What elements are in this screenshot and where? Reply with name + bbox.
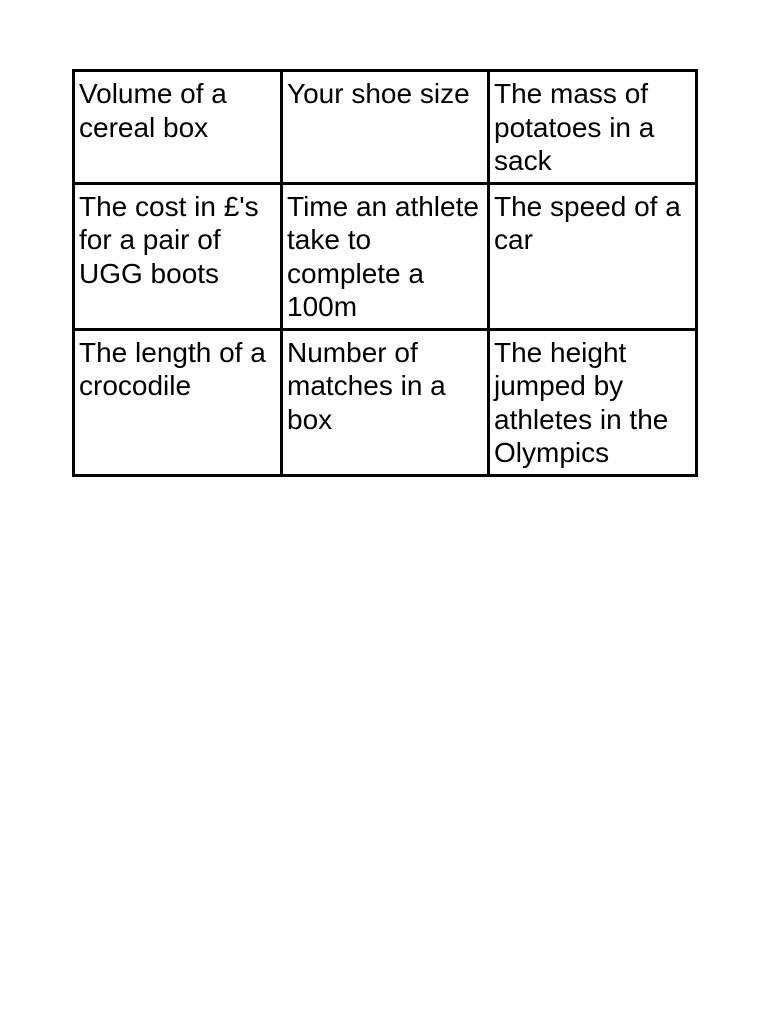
table-row [74,71,697,184]
table-cell: The height jumped by athletes in the Olympics [489,329,697,475]
table-cell: The mass of potatoes in a sack [489,71,697,184]
card-table [72,69,698,477]
table-cell: The speed of a car [489,183,697,329]
table-cell: The length of a crocodile [74,329,282,475]
table-cell: Your shoe size [282,71,489,184]
table-cell: Number of matches in a box [282,329,489,475]
table-row [74,183,697,329]
table-cell: The cost in £'s for a pair of UGG boots [74,183,282,329]
table-cell: Volume of a cereal box [74,71,282,184]
table-row [74,329,697,475]
table-cell: Time an athlete take to complete a 100m [282,183,489,329]
